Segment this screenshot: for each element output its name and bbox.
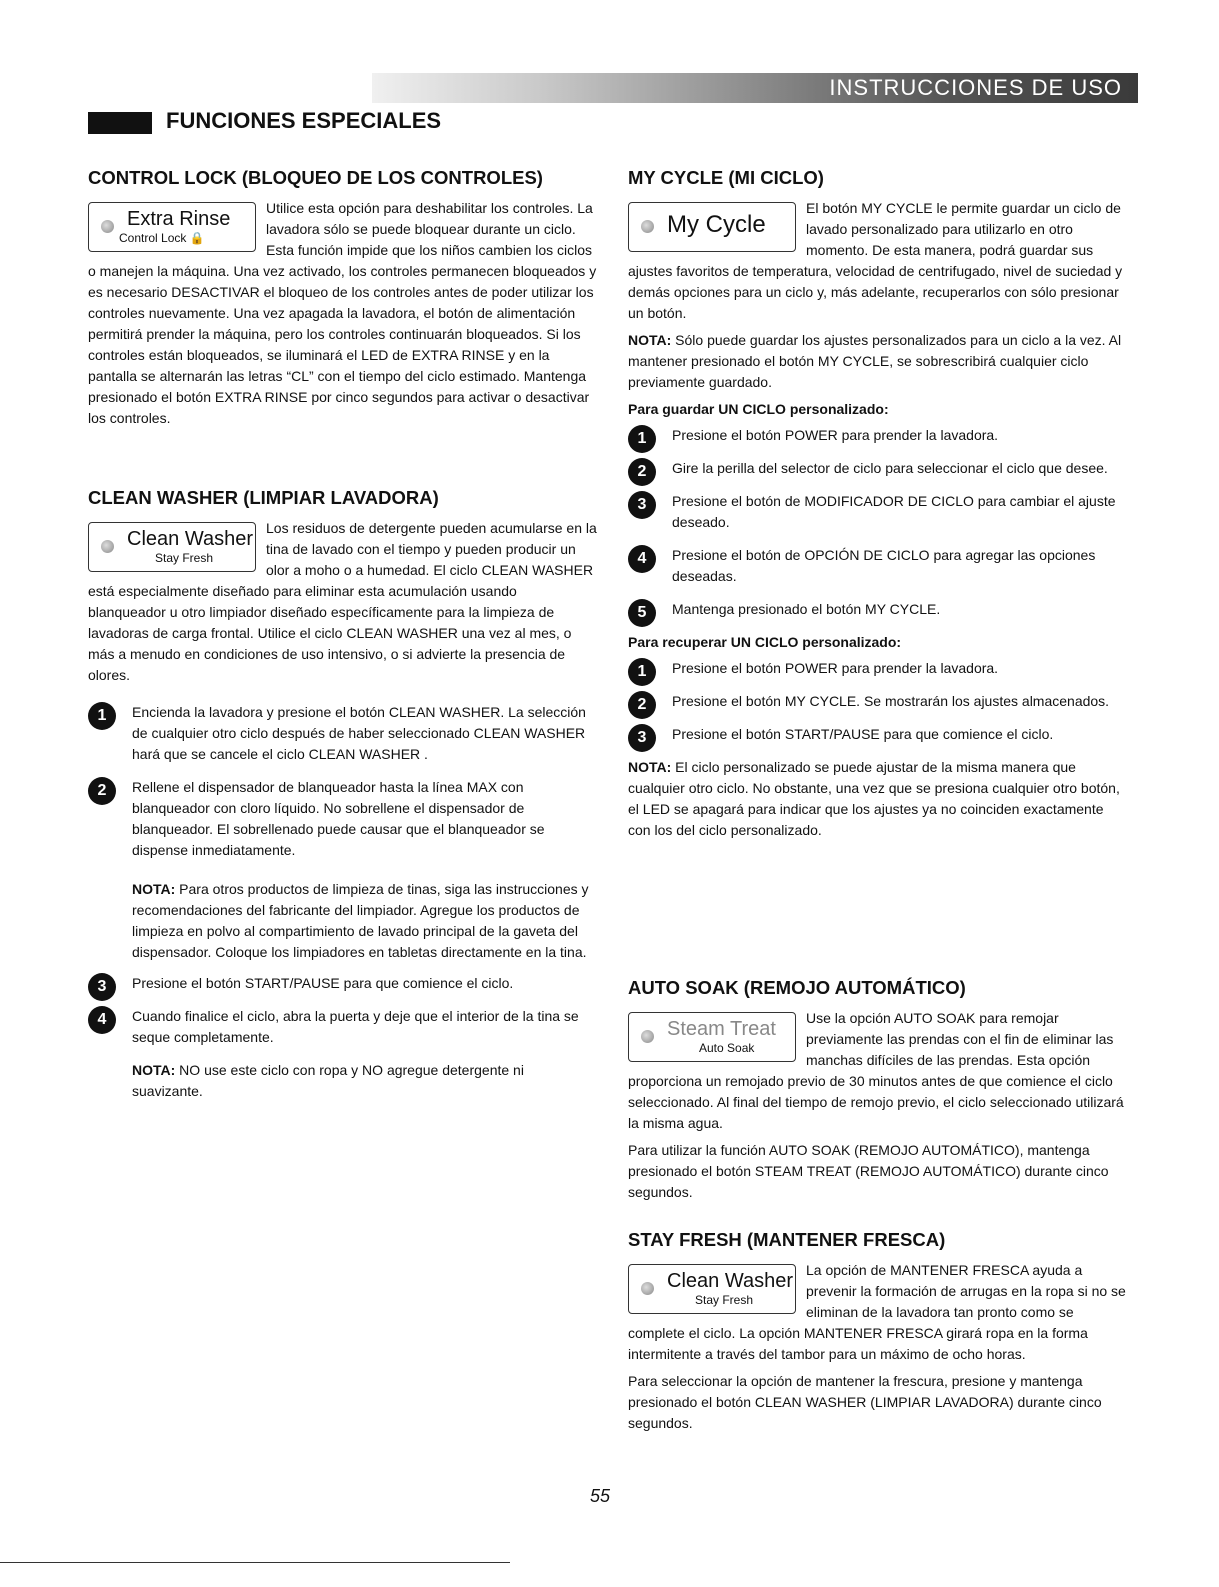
clean-washer-note: NOTA: Para otros productos de limpieza de tinas, siga las instrucciones y recomendaciones del fabricante del limpiador. Agregue los productos de limpieza en polvo al compartimiento de lavado principal de la gaveta del dispensador. Coloque los limpiadores en tabletas directamente en la tina. [132,881,589,960]
control-lock-text: Utilice esta opción para deshabilitar los controles. La lavadora sólo se puede bloquear durante un ciclo. Esta función impide que los niños cambien los ciclos o manejen la máquina. Una vez activado, los controles permanecen bloqueados y es necesario DESACTIVAR el bloqueo de los controles antes de poder utilizar los controles nuevamente. Una vez apagada la lavadora, el botón de alimentación permitirá prender la máquina, pero los controles continuarán bloqueados. Si los controles están bloqueados, se iluminará el LED de EXTRA RINSE y en la pantalla se alternarán las letras “CL” con el tiempo del ciclo estimado. Mantenga presionado el botón EXTRA RINSE por cinco segundos para activar o desactivar los controles. [88,200,597,426]
stay-fresh-text-2: Para seleccionar la opción de mantener la frescura, presione y mantenga presionado el botón CLEAN WASHER (LIMPIAR LAVADORA) durante cinco segundos. [628,1373,1102,1431]
clean-washer-steps-continued [88,973,598,1048]
step-number: 2 [628,691,656,719]
header-band [372,73,1138,103]
step-text: Presione el botón START/PAUSE para que comience el ciclo. [672,726,1054,742]
footer-divider [0,1562,510,1563]
button-main-label: Clean Washer [127,528,253,550]
step-number: 4 [88,1006,116,1034]
auto-soak-text-2: Para utilizar la función AUTO SOAK (REMOJO AUTOMÁTICO), mantenga presionado el botón STEAM TREAT (REMOJO AUTOMÁTICO) durante cinco segundos. [628,1142,1109,1200]
stay-fresh-text: La opción de MANTENER FRESCA ayuda a prevenir la formación de arrugas en la ropa si no se eliminan de la lavadora tan pronto como se complete el ciclo. La opción MANTENER FRESCA girará ropa en la forma intermitente a través del tambor para un máximo de ocho horas. [628,1262,1126,1362]
control-lock-heading: CONTROL LOCK (BLOQUEO DE LOS CONTROLES) [88,167,543,188]
list-item [88,702,598,765]
step-number: 2 [88,777,116,805]
step-text: Mantenga presionado el botón MY CYCLE. [672,601,941,617]
step-number: 1 [628,425,656,453]
my-cycle-section [628,166,1128,847]
list-item [628,545,1128,587]
step-text: Gire la perilla del selector de ciclo para seleccionar el ciclo que desee. [672,460,1108,476]
save-cycle-steps [628,425,1128,620]
clean-washer-note-2: NOTA: NO use este ciclo con ropa y NO agregue detergente ni suavizante. [132,1062,524,1099]
list-item [88,973,598,994]
auto-soak-heading: AUTO SOAK (REMOJO AUTOMÁTICO) [628,977,966,998]
stay-fresh-section [628,1228,1128,1440]
led-indicator-icon [101,540,114,553]
list-item [628,458,1128,479]
list-item [88,777,598,861]
step-number: 2 [628,458,656,486]
list-item [628,724,1128,745]
step-number: 4 [628,545,656,573]
list-item [628,691,1128,712]
list-item [88,1006,598,1048]
recall-cycle-heading: Para recuperar UN CICLO personalizado: [628,634,902,650]
step-text: Cuando finalice el ciclo, abra la puerta y deje que el interior de la tina se seque completamente. [132,1008,579,1045]
clean-washer-steps [88,702,598,861]
step-text: Encienda la lavadora y presione el botón CLEAN WASHER. La selección de cualquier otro ciclo después de haber seleccionado CLEAN WASHER hará que se cancele el ciclo CLEAN WASHER . [132,704,586,762]
step-number: 1 [628,658,656,686]
step-number: 1 [88,702,116,730]
step-number: 3 [628,491,656,519]
button-main-label: Clean Washer [667,1270,793,1292]
control-lock-section [88,166,598,435]
clean-washer-section [88,486,598,1112]
button-sub-label: Stay Fresh [155,551,214,565]
auto-soak-section [628,976,1128,1209]
section-marker [88,112,152,134]
button-sub-label: Control Lock 🔒 [119,231,205,245]
step-text: Presione el botón MY CYCLE. Se mostrarán los ajustes almacenados. [672,693,1110,709]
step-text: Presione el botón POWER para prender la lavadora. [672,660,999,676]
clean-washer-button-illustration [88,522,256,572]
led-indicator-icon [641,1282,654,1295]
step-text: Presione el botón de MODIFICADOR DE CICLO para cambiar el ajuste deseado. [672,493,1116,530]
led-indicator-icon [641,220,654,233]
button-main-label: Extra Rinse [127,208,231,230]
led-indicator-icon [641,1030,654,1043]
list-item [628,658,1128,679]
clean-washer-text: Los residuos de detergente pueden acumularse en la tina de lavado con el tiempo y pueden producir un olor a moho o a humedad. El ciclo CLEAN WASHER está especialmente diseñado para eliminar esta acumulación usando blanqueador u otro limpiador diseñado específicamente para la limpieza de lavadoras de carga frontal. Utilice el ciclo CLEAN WASHER una vez al mes, o más a menudo en condiciones de uso intensivo, o si advierte la presencia de olores. [88,520,597,683]
button-main-label: My Cycle [667,211,766,238]
step-text: Presione el botón de OPCIÓN DE CICLO para agregar las opciones deseadas. [672,547,1096,584]
stay-fresh-heading: STAY FRESH (MANTENER FRESCA) [628,1229,946,1250]
page-number: 55 [590,1486,611,1506]
list-item [628,599,1128,620]
step-number: 3 [628,724,656,752]
clean-washer-button-illustration [628,1264,796,1314]
steam-treat-button-illustration [628,1012,796,1062]
step-number: 3 [88,973,116,1001]
save-cycle-heading: Para guardar UN CICLO personalizado: [628,401,889,417]
my-cycle-note: NOTA: Sólo puede guardar los ajustes personalizados para un ciclo a la vez. Al mantener presionado el botón MY CYCLE, se sobrescribirá cualquier ciclo previamente guardado. [628,332,1122,390]
my-cycle-heading: MY CYCLE (MI CICLO) [628,167,824,188]
step-text: Presione el botón POWER para prender la lavadora. [672,427,999,443]
led-indicator-icon [101,220,114,233]
button-sub-label: Auto Soak [699,1041,755,1055]
list-item [628,491,1128,533]
my-cycle-text: El botón MY CYCLE le permite guardar un ciclo de lavado personalizado para utilizarlo en otro momento. De esta manera, podrá guardar sus ajustes favoritos de temperatura, velocidad de centrifugado, nivel de suciedad y demás opciones para un ciclo y, más adelante, recuperarlos con sólo presionar un botón. [628,200,1123,321]
step-text: Rellene el dispensador de blanqueador hasta la línea MAX con blanqueador con cloro líquido. No sobrellene el dispensador de blanqueador. El sobrellenado puede causar que el blanqueador se dispense inmediatamente. [132,779,545,858]
step-number: 5 [628,599,656,627]
step-text: Presione el botón START/PAUSE para que comience el ciclo. [132,975,514,991]
auto-soak-text: Use la opción AUTO SOAK para remojar previamente las prendas con el fin de eliminar las manchas difíciles de las prendas. Esta opción proporciona un remojado previo de 30 minutos antes de que comience el ciclo seleccionado. Al final del tiempo de remojo previo, el ciclo seleccionado utilizará la misma agua. [628,1010,1124,1131]
lock-icon: 🔒 [189,231,205,245]
extra-rinse-button-illustration [88,202,256,252]
button-main-label: Steam Treat [667,1018,776,1040]
clean-washer-heading: CLEAN WASHER (LIMPIAR LAVADORA) [88,487,439,508]
header-title: INSTRUCCIONES DE USO [829,75,1122,100]
button-sub-label: Stay Fresh [695,1293,754,1307]
my-cycle-note-2: NOTA: El ciclo personalizado se puede ajustar de la misma manera que cualquier otro ciclo. No obstante, una vez que se presiona cualquier otro botón, el LED se apagará para indicar que los ajustes ya no coinciden exactamente con los del ciclo personalizado. [628,759,1120,838]
my-cycle-button-illustration [628,202,796,252]
list-item [628,425,1128,446]
recall-cycle-steps [628,658,1128,745]
page-title: FUNCIONES ESPECIALES [166,108,442,133]
